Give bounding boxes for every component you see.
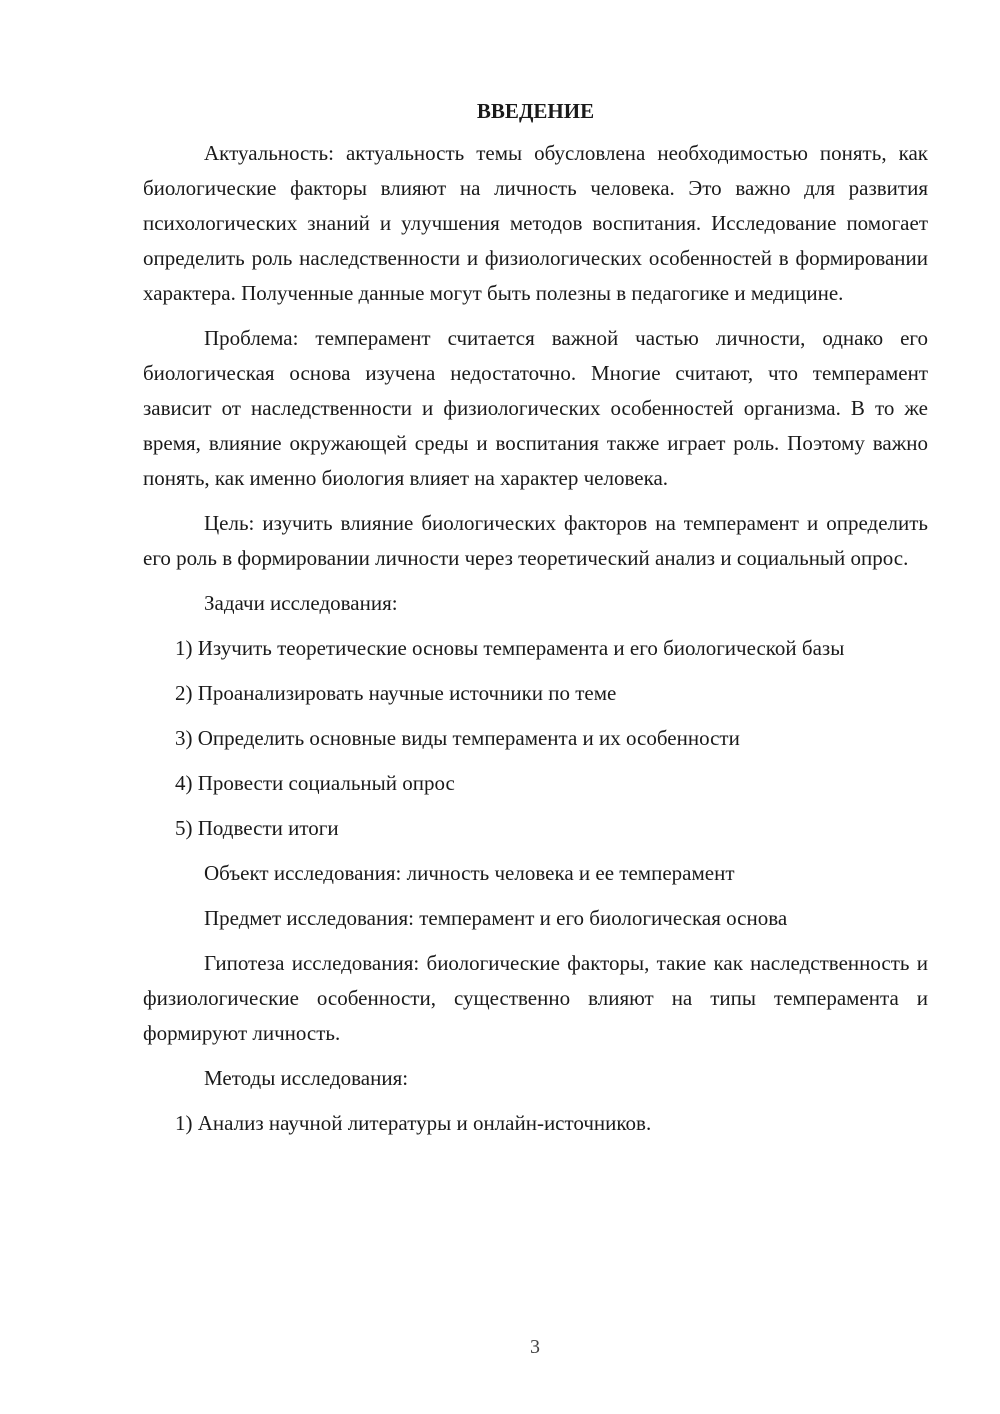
task-item: 3) Определить основные виды темперамента и их особенности: [175, 726, 740, 750]
methods-heading: Методы исследования:: [204, 1066, 409, 1090]
task-item: 1) Изучить теоретические основы темперамента и его биологической базы: [175, 636, 845, 660]
tasks-heading: Задачи исследования:: [204, 591, 398, 615]
task-item: 4) Провести социальный опрос: [175, 771, 455, 795]
relevance-paragraph: Актуальность: актуальность темы обусловлена необходимостью понять, как биологические факторы влияют на личность человека. Это важно для развития психологических знаний и улучшения методов воспитания. Исследование помогает определить роль наследственности и физиологических особенностей в формировании характера. Полученные данные могут быть полезны в педагогике и медицине.: [143, 141, 928, 305]
hypothesis-paragraph: Гипотеза исследования: биологические факторы, такие как наследственность и физиологические особенности, существенно влияют на типы темперамента и формируют личность.: [143, 951, 928, 1045]
object-paragraph: Объект исследования: личность человека и ее темперамент: [204, 861, 735, 885]
section-title: ВВЕДЕНИЕ: [476, 99, 595, 123]
document-body: [143, 96, 928, 1151]
task-item: 5) Подвести итоги: [175, 816, 339, 840]
task-item: 2) Проанализировать научные источники по теме: [175, 681, 617, 705]
problem-paragraph: Проблема: темперамент считается важной частью личности, однако его биологическая основа изучена недостаточно. Многие считают, что темперамент зависит от наследственности и физиологических особенностей организма. В то же время, влияние окружающей среды и воспитания также играет роль. Поэтому важно понять, как именно биология влияет на характер человека.: [143, 326, 928, 490]
goal-paragraph: Цель: изучить влияние биологических факторов на темперамент и определить его роль в формировании личности через теоретический анализ и социальный опрос.: [143, 511, 928, 570]
subject-paragraph: Предмет исследования: темперамент и его биологическая основа: [204, 906, 788, 930]
method-item: 1) Анализ научной литературы и онлайн-источников.: [175, 1111, 652, 1135]
page-number: 3: [530, 1336, 540, 1358]
